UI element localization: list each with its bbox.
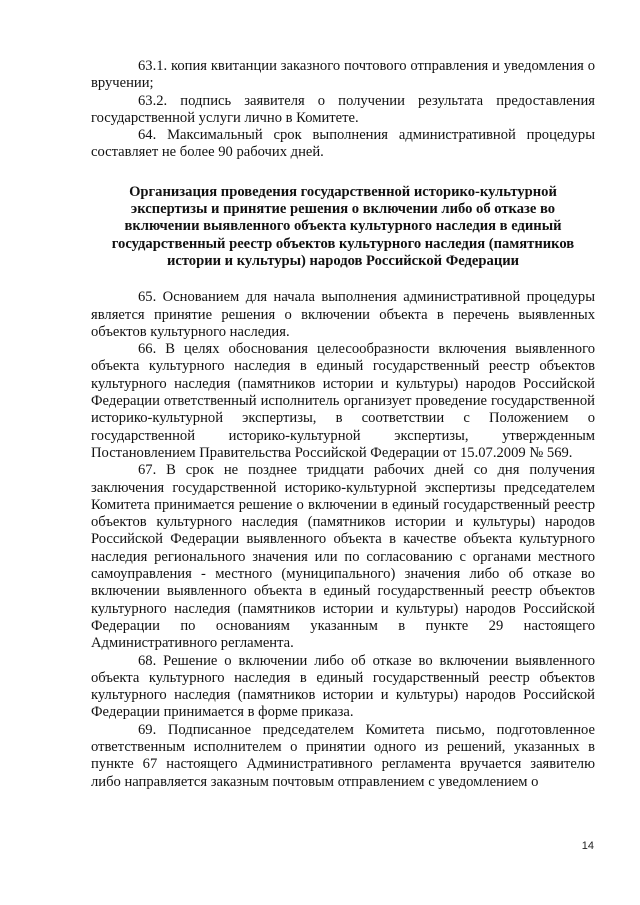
heading-line: государственный реестр объектов культурного наследия (памятников (111, 235, 575, 252)
paragraph-64: 64. Максимальный срок выполнения административной процедуры составляет не более 90 рабочих дней. (91, 127, 595, 161)
paragraph-69: 69. Подписанное председателем Комитета письмо, подготовленное ответственным исполнителем о принятии одного из решений, указанных в пункте 67 настоящего Административного регламента вручается заявителю либо направляется заказным почтовым отправлением с уведомлением о (91, 721, 595, 790)
heading-line: истории и культуры) народов Российской Федерации (166, 252, 520, 269)
spacer (91, 270, 595, 289)
paragraph-63-1: 63.1. копия квитанции заказного почтового отправления и уведомления о вручении; (91, 58, 595, 92)
heading-line: экспертизы и принятие решения о включении либо об отказе во (130, 201, 556, 218)
paragraph-66: 66. В целях обоснования целесообразности включения выявленного объекта культурного наследия в единый государственный реестр объектов культурного наследия (памятников истории и культуры) народов Российской Федерации ответственный исполнитель организует проведение государственной историко-культурной экспертизы, в соответствии с Положением о государственной историко-культурной экспертизы, утвержденным Постановлением Правительства Российской Федерации от 15.07.2009 № 569. (91, 341, 595, 461)
paragraph-67: 67. В срок не позднее тридцати рабочих дней со дня получения заключения государственной историко-культурной экспертизы председателем Комитета принимается решение о включении в единый государственный реестр объектов культурного наследия (памятников истории и культуры) народов Российской Федерации выявленного объекта в качестве объекта культурного наследия регионального значения или по согласованию с органами местного самоуправления - местного (муниципального) значения либо об отказе во включении выявленного объекта в единый государственный реестр объектов культурного наследия (памятников истории и культуры) народов Российской Федерации по основаниям указанным в пункте 29 настоящего Административного регламента. (91, 462, 595, 652)
section-heading (97, 184, 589, 270)
document-page (91, 58, 595, 791)
paragraph-65: 65. Основанием для начала выполнения административной процедуры является принятие решения о включении объекта в перечень выявленных объектов культурного наследия. (91, 289, 595, 340)
heading-line: включении выявленного объекта культурного наследия в единый (124, 218, 562, 235)
heading-line: Организация проведения государственной историко-культурной (129, 183, 557, 200)
page-number: 14 (581, 840, 594, 852)
paragraph-63-2: 63.2. подпись заявителя о получении результата предоставления государственной услуги лично в Комитете. (91, 92, 595, 126)
paragraph-68: 68. Решение о включении либо об отказе во включении выявленного объекта культурного наследия в единый государственный реестр объектов культурного наследия (памятников истории и культуры) народов Российской Федерации принимается в форме приказа. (91, 652, 595, 721)
